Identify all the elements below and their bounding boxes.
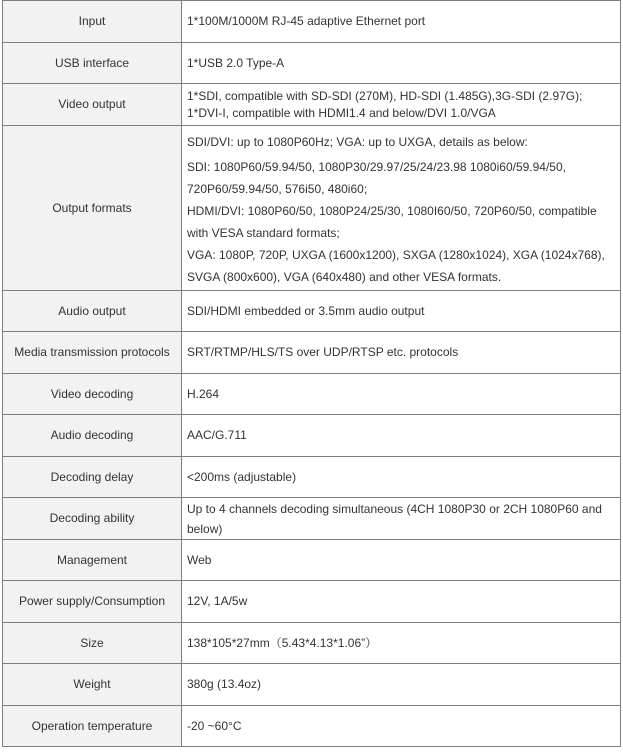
value-line: with VESA standard formats; xyxy=(187,226,340,240)
table-row xyxy=(3,623,621,664)
row-label: Operation temperature xyxy=(3,706,182,747)
table-row xyxy=(3,332,621,374)
value-line: HDMI/DVI: 1080P60/50, 1080P24/25/30, 1080I60/50, 720P60/50, compatible xyxy=(187,204,597,218)
row-value: 12V, 1A/5w xyxy=(182,581,621,623)
value-line: 1*DVI-I, compatible with HDMI1.4 and below/DVI 1.0/VGA xyxy=(187,105,496,120)
row-value xyxy=(182,126,621,291)
row-value: 1*USB 2.0 Type-A xyxy=(182,43,621,84)
row-value: -20 ~60°C xyxy=(182,706,621,747)
row-value: SRT/RTMP/HLS/TS over UDP/RTSP etc. protocols xyxy=(182,332,621,374)
row-label: Power supply/Consumption xyxy=(3,581,182,623)
value-line: SVGA (800x600), VGA (640x480) and other VESA formats. xyxy=(187,270,502,284)
table-row xyxy=(3,1,621,43)
table-row xyxy=(3,457,621,498)
value-text: Up to 4 channels decoding simultaneous (4CH 1080P30 or 2CH 1080P60 and below) xyxy=(187,501,602,536)
table-row xyxy=(3,84,621,126)
table-row xyxy=(3,581,621,623)
row-value xyxy=(182,84,621,126)
value-line: 720P60/59.94/50, 576i50, 480i60; xyxy=(187,182,368,196)
value-line: VGA: 1080P, 720P, UXGA (1600x1200), SXGA (1280x1024), XGA (1024x768), xyxy=(187,248,605,262)
table-row xyxy=(3,498,621,540)
row-label: Video decoding xyxy=(3,374,182,415)
row-label: Weight xyxy=(3,664,182,706)
row-label: Output formats xyxy=(3,126,182,291)
row-label: Decoding ability xyxy=(3,498,182,540)
row-label: USB interface xyxy=(3,43,182,84)
row-label: Management xyxy=(3,540,182,581)
table-row xyxy=(3,126,621,291)
spec-table xyxy=(2,0,621,747)
row-value xyxy=(182,498,621,540)
row-value: 1*100M/1000M RJ-45 adaptive Ethernet port xyxy=(182,1,621,43)
row-value: 380g (13.4oz) xyxy=(182,664,621,706)
table-row xyxy=(3,706,621,747)
table-row xyxy=(3,415,621,457)
row-label: Audio output xyxy=(3,291,182,332)
row-label: Video output xyxy=(3,84,182,126)
value-line: SDI/DVI: up to 1080P60Hz; VGA: up to UXGA, details as below: xyxy=(187,135,528,149)
value-line: 1*SDI, compatible with SD-SDI (270M), HD-SDI (1.485G),3G-SDI (2.97G); xyxy=(187,88,583,103)
table-row xyxy=(3,291,621,332)
row-label: Size xyxy=(3,623,182,664)
row-value: SDI/HDMI embedded or 3.5mm audio output xyxy=(182,291,621,332)
value-line: SDI: 1080P60/59.94/50, 1080P30/29.97/25/24/23.98 1080i60/59.94/50, xyxy=(187,160,566,174)
row-value: AAC/G.711 xyxy=(182,415,621,457)
row-value: <200ms (adjustable) xyxy=(182,457,621,498)
table-row xyxy=(3,664,621,706)
table-row xyxy=(3,540,621,581)
row-value: Web xyxy=(182,540,621,581)
row-value: H.264 xyxy=(182,374,621,415)
row-label: Decoding delay xyxy=(3,457,182,498)
row-label: Audio decoding xyxy=(3,415,182,457)
row-value: 138*105*27mm（5.43*4.13*1.06”） xyxy=(182,623,621,664)
table-row xyxy=(3,43,621,84)
table-row xyxy=(3,374,621,415)
row-label: Media transmission protocols xyxy=(3,332,182,374)
row-label: Input xyxy=(3,1,182,43)
